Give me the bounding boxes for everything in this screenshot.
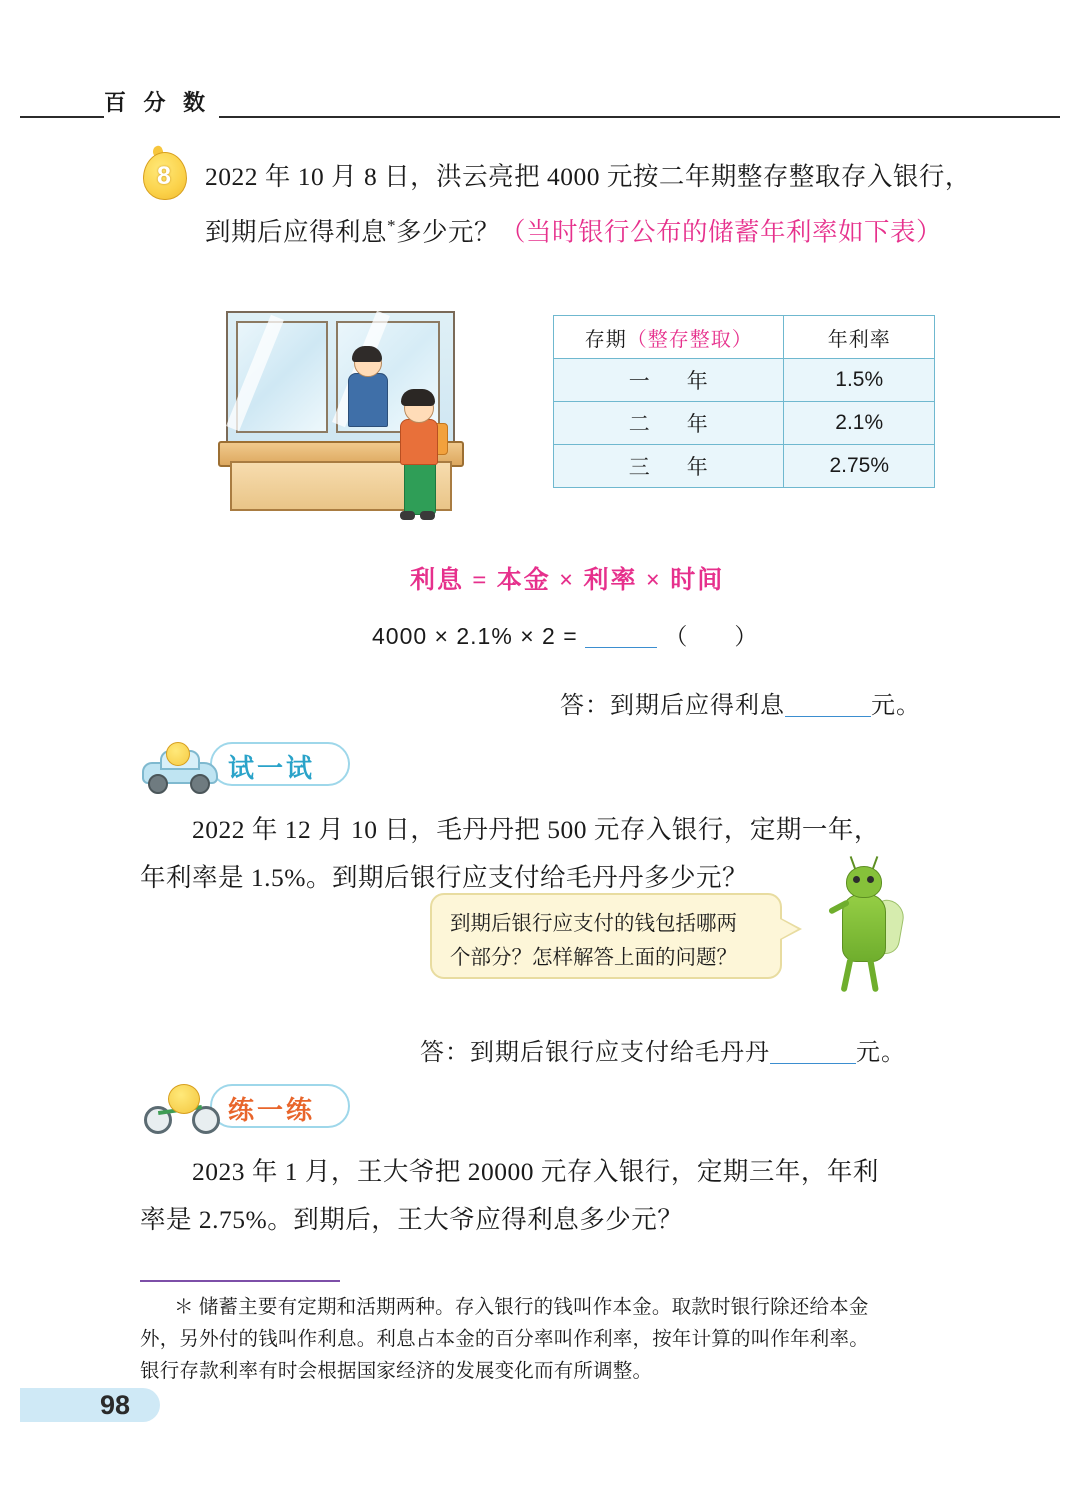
answer-label-1: 答：到期后应得利息 (560, 693, 785, 719)
calculation-line (372, 618, 758, 651)
calculation-answer-blank[interactable] (585, 625, 657, 648)
window-pane-left (236, 321, 328, 433)
unit-paren-close: ） (734, 623, 759, 649)
teller-hair (352, 346, 382, 362)
student-hair (401, 389, 435, 406)
table-cell-rate: 2.1% (784, 402, 935, 445)
student-shoe-left (400, 511, 415, 520)
table-cell-term: 一 年 (554, 359, 784, 402)
table-header-term-note: （整存整取） (626, 328, 753, 351)
chick-head-icon (166, 742, 190, 766)
chapter-title: 百 分 数 (104, 86, 219, 121)
footnote-line1: ＊ 储蓄主要有定期和活期两种。存入银行的钱叫作本金。取款时银行除还给本金 (174, 1297, 869, 1318)
footnote-line2: 外，另外付的钱叫作利息。利息占本金的百分率叫作利率，按年计算的叫作年利率。 (140, 1329, 869, 1350)
table-row (554, 445, 935, 488)
teller-body (348, 373, 388, 427)
interest-rate-table (553, 315, 935, 488)
student-figure (394, 393, 452, 521)
practice-section-banner (140, 1084, 480, 1128)
calculation-expression: 4000 × 2.1% × 2 = (372, 623, 578, 649)
page-number-bar (20, 1388, 160, 1422)
practice-section-paragraph (140, 1148, 980, 1244)
bike-wheel-rear (192, 1106, 220, 1134)
student-shoe-right (420, 511, 435, 520)
page-number: 98 (100, 1390, 131, 1420)
table-cell-rate: 2.75% (784, 445, 935, 488)
answer-blank-2[interactable] (770, 1041, 856, 1064)
student-body (400, 419, 438, 465)
question-8-text (205, 152, 985, 257)
answer-line-1 (560, 685, 921, 720)
question-number-badge (143, 152, 185, 198)
question-8-tail: 多少元？ (396, 217, 501, 247)
page-header (0, 86, 1080, 122)
try-paragraph-line1: 2022 年 12 月 10 日，毛丹丹把 500 元存入银行，定期一年， (192, 815, 880, 844)
answer-suffix-2: 元。 (856, 1040, 906, 1066)
table-row (554, 359, 935, 402)
answer-blank-1[interactable] (785, 694, 871, 717)
table-cell-term: 二 年 (554, 402, 784, 445)
car-wheel-front (148, 774, 168, 794)
chick-head-icon (168, 1084, 200, 1114)
table-header-row (554, 316, 935, 359)
mascot-leg-left (841, 958, 854, 993)
grasshopper-mascot (820, 866, 910, 1002)
try-section-banner (140, 742, 480, 786)
mascot-leg-right (867, 958, 879, 993)
footnote-divider (140, 1280, 340, 1282)
practice-paragraph-line1: 2023 年 1 月，王大爷把 20000 元存入银行，定期三年，年利 (192, 1157, 879, 1186)
chick-on-bike-icon (140, 1086, 224, 1130)
practice-paragraph-line2: 率是 2.75%。到期后，王大爷应得利息多少元？ (140, 1205, 684, 1234)
footnote-text (140, 1292, 950, 1388)
question-8-main: 2022 年 10 月 8 日，洪云亮把 4000 元按二年期整存整取存入银行，到期后应得利息 (205, 162, 971, 247)
answer-line-2 (420, 1032, 906, 1067)
bank-teller-figure (344, 349, 388, 435)
hint-text (450, 907, 766, 975)
car-wheel-rear (190, 774, 210, 794)
mascot-head (846, 866, 882, 898)
table-cell-rate: 1.5% (784, 359, 935, 402)
hint-line1: 到期后银行应支付的钱包括哪两 (450, 913, 737, 935)
bank-counter-illustration (218, 305, 468, 535)
table-cell-term: 三 年 (554, 445, 784, 488)
table-header-rate: 年利率 (784, 316, 935, 359)
table-header-term (554, 316, 784, 359)
mascot-eye-right (867, 876, 874, 883)
question-number: 8 (157, 162, 171, 190)
mascot-eye-left (853, 876, 860, 883)
hint-speech-bubble (430, 893, 782, 979)
practice-banner-label: 练一练 (228, 1096, 316, 1125)
chick-in-car-icon (140, 748, 218, 788)
footnote-marker: * (387, 216, 397, 235)
student-legs (404, 461, 436, 515)
footnote-line3: 银行存款利率有时会根据国家经济的发展变化而有所调整。 (140, 1361, 653, 1382)
interest-formula: 利息 = 本金 × 利率 × 时间 (410, 567, 725, 594)
try-paragraph-line2: 年利率是 1.5%。到期后银行应支付给毛丹丹多少元？ (140, 863, 748, 892)
answer-suffix-1: 元。 (871, 693, 921, 719)
table-header-term-label: 存期 (584, 328, 627, 351)
hint-line2: 个部分？怎样解答上面的问题？ (450, 947, 737, 969)
answer-label-2: 答：到期后银行应支付给毛丹丹 (420, 1040, 770, 1066)
try-banner-label: 试一试 (228, 754, 316, 783)
table-row (554, 402, 935, 445)
question-8-note: （当时银行公布的储蓄年利率如下表） (500, 217, 943, 247)
unit-paren-open: （ (664, 623, 689, 649)
